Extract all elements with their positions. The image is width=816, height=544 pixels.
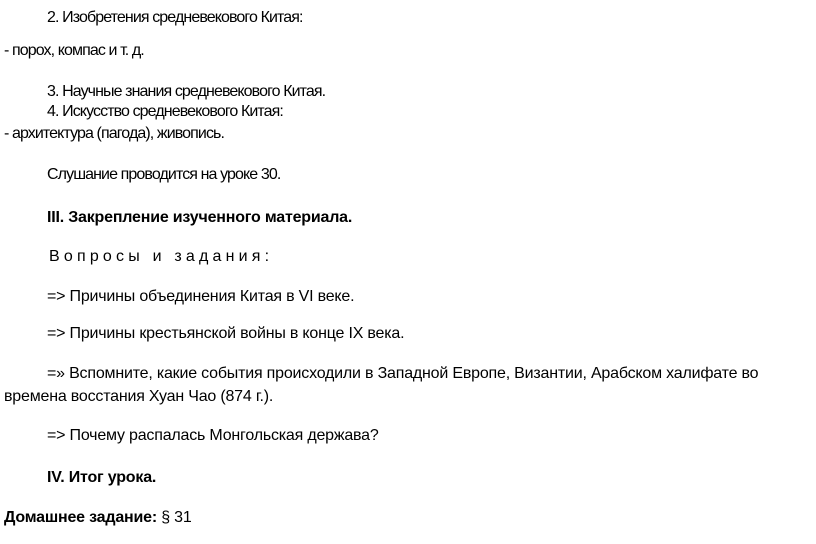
section-heading-consolidation: III. Закрепление изученного материала. <box>47 209 353 226</box>
text-line-science: 3. Научные знания средневекового Китая. <box>47 83 326 100</box>
homework-line <box>4 510 192 526</box>
homework-label: Домашнее задание: <box>4 509 157 526</box>
task-item-mongol-empire: => Почему распалась Монгольская держава? <box>47 427 379 444</box>
task-item-events-continuation: времена восстания Хуан Чао (874 г.). <box>4 388 274 405</box>
task-item-unification: => Причины объединения Китая в VI веке. <box>47 288 355 305</box>
text-line-art: 4. Искусство средневекового Китая: <box>47 103 283 120</box>
text-line-listening: Слушание проводится на уроке 30. <box>47 166 281 183</box>
homework-value: § 31 <box>161 509 192 526</box>
text-line-architecture: - архитектура (пагода), живопись. <box>4 125 225 142</box>
text-line-inventions: 2. Изобретения средневекового Китая: <box>47 9 303 26</box>
tasks-heading: Вопросы и задания: <box>49 248 274 265</box>
section-heading-summary: IV. Итог урока. <box>47 469 157 486</box>
text-line-gunpowder: - порох, компас и т. д. <box>4 42 144 59</box>
task-item-events: =» Вспомните, какие события происходили в Западной Европе, Византии, Арабском халифате во <box>47 365 759 382</box>
task-item-peasant-war: => Причины крестьянской войны в конце IX века. <box>47 325 405 342</box>
